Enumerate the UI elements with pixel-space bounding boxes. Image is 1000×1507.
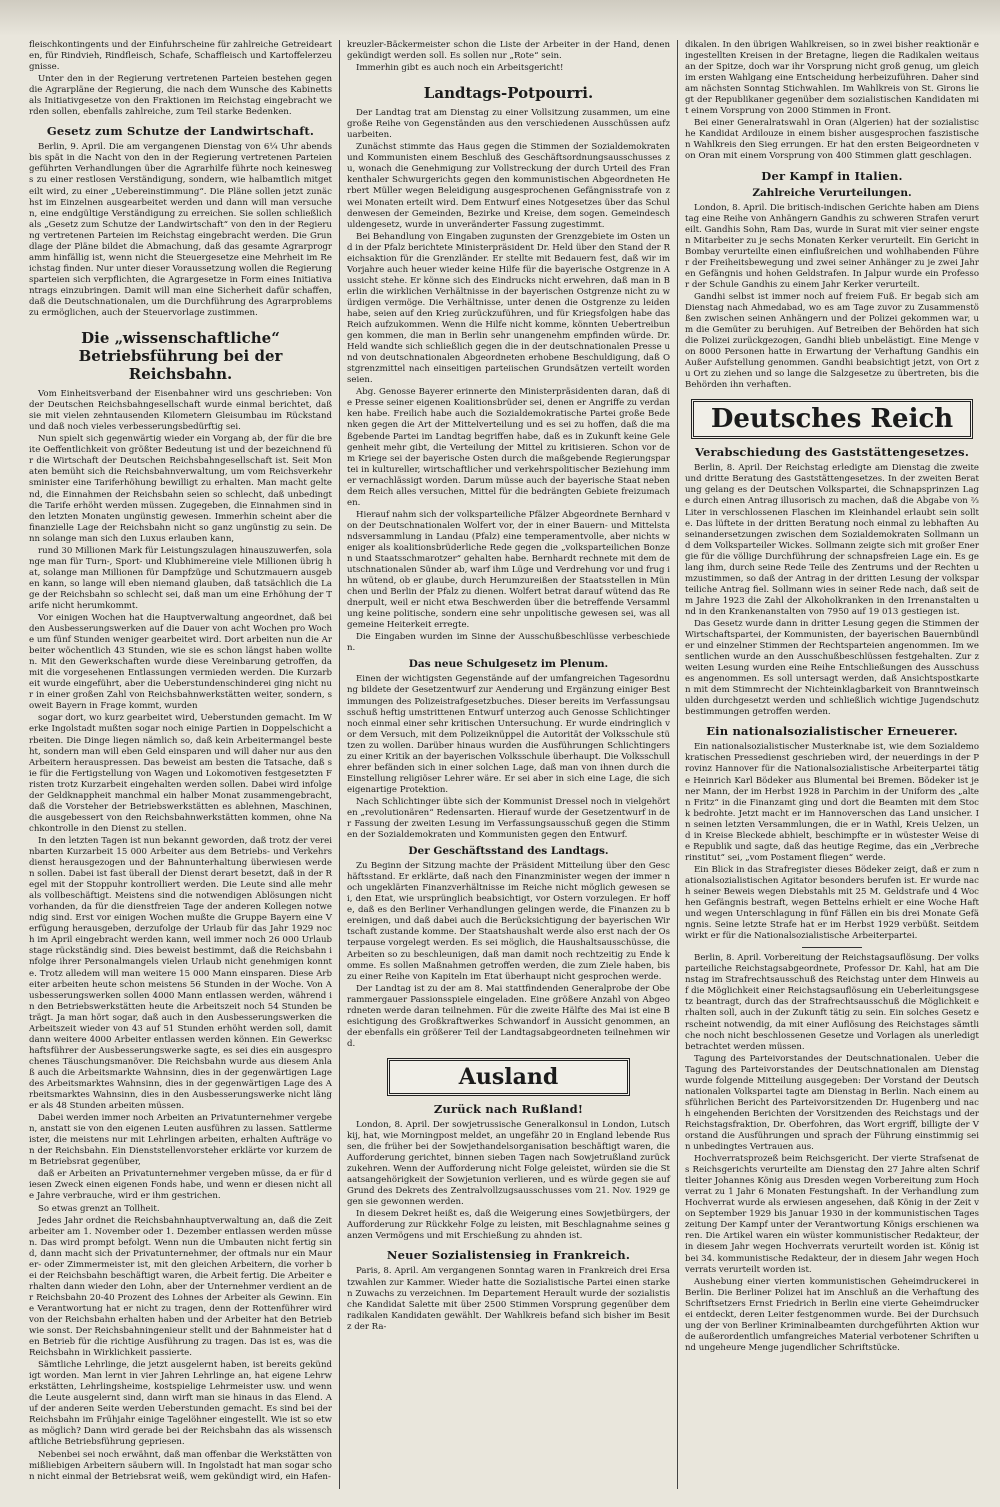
- headline-frankreich: Neuer Sozialistensieg in Frankreich.: [386, 1248, 631, 1263]
- article-paragraph: Der Landtag ist zu der am 8. Mai stattfindenden Generalprobe der Oberammergauer Passionsspiele eingeladen. Eine größere Anzahl von Abgeordneten werde daran teilnehmen. Für die zweite Hälfte des Mai ist eine Besichtigung des Großkraftwerkes Schwandorf in Aussicht genommen, an der ebenfalls ein größerer Teil der Landtagsabgeordneten teilnehmen wird.: [347, 983, 670, 1049]
- article-paragraph: Nun spielt sich gegenwärtig wieder ein Vorgang ab, der für die breite Oeffentlichkeit von größter Bedeutung ist und der bezeichnend für die Wirtschaft der Deutschen Reichsbahngesellschaft ist. Seit Monaten bemüht sich die Reichsbahnverwaltung, um vom Reichsverkehrsminister eine Tariferhöhung bewilligt zu erhalten. Man macht geltend, die Einnahmen der Reichsbahn seien so schlecht, daß unbedingt die Tarife erhöht werden müssen. Zugegeben, die Einnahmen sind in den letzten Monaten ungünstig gewesen. Immerhin scheint aber die finanzielle Lage der Reichsbahn nicht so ganz ungünstig zu sein. Denn solange man sich den Luxus erlauben kann,: [29, 434, 332, 544]
- headline-russland: Zurück nach Rußland!: [433, 1101, 584, 1116]
- article-paragraph: In diesem Dekret heißt es, daß die Weigerung eines Sowjetbürgers, der Aufforderung zur Rückkehr Folge zu leisten, mit Beschlagnahme seines ganzen Vermögens und mit Erschießung zu ahnden ist.: [347, 1209, 670, 1242]
- article-paragraph: Berlin, 9. April. Die am vergangenen Dienstag von 6¼ Uhr abends bis spät in die Nacht von den in der Regierung vertretenen Parteien geführten Verhandlungen über die Agrarhilfe führte noch keineswegs zu einer restlosen Verständigung, sondern, wie halbamtlich mitgeteilt wird, zu einer „Uebereinstimmung“. Die Pläne sollen jetzt zunächst im Einzelnen ausgearbeitet werden und dann will man versuchen, eine endgültige Verständigung zu erreichen. Sie sollen schließlich als „Gesetz zum Schutze der Landwirtschaft“ von den in der Regierung vertretenen Parteien im Reichstag eingebracht werden. Die Grundlage der Pläne bildet die Abmachung, daß das gesamte Agrarprogramm hinfällig ist, wenn nicht die Steuergesetze eine Mehrheit im Reichstag finden. Nur unter dieser Voraussetzung wollen die Regierungsparteien sich verpflichten, die Agrargesetze in Form eines Initiativantrags einzubringen. Damit will man eine Sicherheit dafür schaffen, daß die Deutschnationalen, um die Durchführung des Agrarproblems zu ermöglichen, auch der Steuervorlage zustimmen.: [29, 142, 332, 319]
- headline-landwirtschaft: Gesetz zum Schutze der Landwirtschaft.: [46, 124, 315, 139]
- headline-geschaeftsstand: Der Geschäftsstand des Landtags.: [408, 845, 609, 858]
- article-continuation: kreuzler-Bäckermeister schon die Liste der Arbeiter in der Hand, denen gekündigt werden soll. Es sollen nur „Rote“ sein.: [347, 40, 670, 62]
- article-paragraph: sogar dort, wo kurz gearbeitet wird, Ueberstunden gemacht. Im Werke Ingolstadt mußten sogar noch einige Partien in Doppelschicht arbeiten. Die Dinge liegen nämlich so, daß kein Arbeitermangel besteht, sondern man will eben Geld einsparen und will daher nur aus den Arbeitern herauspressen. Das beweist am besten die Tatsache, daß sie für die Fertigstellung von Wagen und Lokomotiven festgesetzten Fristen trotz Kurzarbeit eingehalten werden sollen. Dabei wird infolge der Geldknappheit manchmal ein halber Monat zusammengebracht, daß die Vorsteher der Betriebswerkstätten es ablehnen, Maschinen, die ausgebessert von den Reichsbahnwerkstätten kommen, ohne Nachkontrolle in den Dienst zu stellen.: [29, 713, 332, 834]
- column-left: [22, 40, 340, 1489]
- article-paragraph: Das Gesetz wurde dann in dritter Lesung gegen die Stimmen der Wirtschaftspartei, der Kommunisten, der bayerischen Bauernbündler und einzelner Stimmen der Rechtsparteien angenommen. Im wesentlichen wurde an den Ausschußbeschlüssen festgehalten. Zur zweiten Lesung wurden eine Reihe Entschließungen des Ausschusses angenommen. Es soll untersagt werden, daß Ansichtspostkarten mit dem Stimmrecht der Nichteinklagbarkeit von Branntweinschulden durchgesetzt werden und schließlich wichtige Jugendschutzbestimmungen getroffen werden.: [685, 618, 979, 718]
- article-paragraph: Zu Beginn der Sitzung machte der Präsident Mitteilung über den Geschäftsstand. Er erklärte, daß nach den Finanzminister wegen der immer noch ungeklärten Finanzverhältnisse im Reiche nicht möglich gewesen sei, den Etat, wie ursprünglich beabsichtigt, vor Ostern vorzulegen. Er hoffe, daß es den Berliner Verhandlungen gelingen werde, die Finanzen zu bereinigen, und daß dabei auch die Berücksichtigung der bayerischen Wirtschaft zustande komme. Der Staatshaushalt werde also erst nach der Osterpause vorgelegt werden. Es sei möglich, die Haushaltsausschüsse, die Arbeiten so zu beschleunigen, daß man damit noch rechtzeitig zu Ende komme. Es sollen Maßnahmen getroffen werden, die zum Ziele haben, bis zu einer Reihe von Kapiteln im Etat überhaupt nicht gesprochen werde.: [347, 861, 670, 982]
- article-paragraph: Die Eingaben wurden im Sinne der Ausschußbeschlüsse verbeschieden.: [347, 632, 670, 654]
- article-paragraph: Tagung des Parteivorstandes der Deutschnationalen. Ueber die Tagung des Parteivorstandes der Deutschnationalen am Dienstag wurde folgende Mitteilung ausgegeben: Der Vorstand der Deutschnationalen Volkspartei tagte am Dienstag in Berlin. Nach einem ausführlichen Bericht des Parteivorsitzenden Dr. Hugenberg und nach eingehenden Berichten der Vorsitzenden des Reichstags und der Reichstagsfraktion, Dr. Oberfohren, das Wort ergriff, billigte der Vorstand die Ausführungen und sprach der Führung einstimmig sein unbedingtes Vertrauen aus.: [685, 1053, 979, 1153]
- headline-schulgesetz: Das neue Schulgesetz im Plenum.: [408, 658, 609, 671]
- column-right: [678, 40, 986, 1489]
- headline-erneuerer: Ein nationalsozialistischer Erneuerer.: [706, 724, 958, 739]
- article-paragraph: Ein nationalsozialistischer Musterknabe ist, wie dem Sozialdemokratischen Pressedienst geschrieben wird, der neuerdings in der Provinz Hannover für die Nationalsozialistische Arbeiterpartei tätige Heinrich Karl Bödeker aus Blumental bei Bremen. Bödeker ist jener Mann, der im Herbst 1928 in Parchim in der Uniform des „alten Fritz“ in die Finanzamt ging und dort die Beamten mit dem Stock bedrohte. Jetzt macht er im Hannoverschen das Land unsicher. In seinen letzten Versammlungen, die er in Wathl, Kreis Uelzen, und in Kreise Bleckede abhielt, beschimpfte er in wüstester Weise die Republik und sagte, daß das heutige Regime, das ein „Verbrecherinstitut“ sei, „vom Postament fliegen“ werde.: [685, 742, 979, 863]
- section-box-ausland: Ausland: [387, 1058, 630, 1096]
- article-paragraph: Sämtliche Lehrlinge, die jetzt ausgelernt haben, ist bereits gekündigt worden. Man lernt in vier Jahren Lehrlinge an, hat eigene Lehrwerkstätten, Lehrlingsheime, kostspielige Lehrmeister usw. und wenn die Leute ausgelernt sind, dann wirft man sie hinaus in das Elend. Auf der anderen Seite werden Ueberstunden gemacht. Es sind bei der Reichsbahn im Frühjahr einige Tagelöhner eingestellt. Wie ist so etwas möglich? Dann wird gerade bei der Reichsbahn das als wissenschaftliche Betriebsführung gepriesen.: [29, 1360, 332, 1448]
- column-middle: [340, 40, 678, 1489]
- article-paragraph: Jedes Jahr ordnet die Reichsbahnhauptverwaltung an, daß die Zeitarbeiter am 1. November oder 1. Dezember entlassen werden müssen. Das wird prompt befolgt. Wenn nun die Umbauten nicht fertig sind, dann macht sich der Privatunternehmer, der oftmals nur ein Maurer- oder Zimmermeister ist, mit den gleichen Arbeitern, die vorher bei der Reichsbahn beschäftigt waren, die Arbeit fertig. Die Arbeiter erhalten dann wieder den Lohn, aber der Unternehmer verdient an der Reichsbahn 20-40 Prozent des Lohnes der Arbeiter als Gewinn. Eine Verantwortung hat er nicht zu tragen, denn der Rottenführer wird von der Reichsbahn erhalten haben und der Arbeiter hat den Betrieb wie sonst. Der Reichsbahningenieur stellt und der Bahnmeister hat den Betrieb für die richtige Ausführung zu tragen. Das ist es, was die Reichsbahn in Wirklichkeit passierte.: [29, 1215, 332, 1359]
- headline-reichsbahn: Die „wissenschaftliche“ Betriebsführung bei der Reichsbahn.: [78, 329, 283, 384]
- article-paragraph: Berlin, 8. April. Der Reichstag erledigte am Dienstag die zweite und dritte Beratung des Gaststättengesetzes. In der zweiten Beratung gelang es der Deutschen Volkspartei, die Schnapsprinzen Lage durch einen Antrag illusorisch zu machen, daß die Abgabe von ⅔ Liter in verschlossenen Flaschen im Kleinhandel erlaubt sein sollte. Das lüftete in der dritten Beratung noch einmal zu lebhaften Auseinandersetzungen zwischen dem Sozialdemokraten Sollmann und dem Volksparteiler Wickes. Sollmann zeigte sich mit großer Energie für die völlige Durchführung der schnapsfreien Lage ein. Es gelang ihm, durch seine Rede Teile des Zentrums und der Rechten umzustimmen, so daß der Antrag in der dritten Lesung der volksparteiliche Antrag fiel. Sollmann wies in seiner Rede nach, daß seit dem Jahre 1923 die Zahl der Alkoholkranken in den Irrenanstalten und in den Krankenanstalten von 7950 auf 19 013 gestiegen ist.: [685, 463, 979, 617]
- article-paragraph: London, 8. April. Die britisch-indischen Gerichte haben am Dienstag eine Reihe von Anhängern Gandhis zu schweren Strafen verurteilt. Gandhis Sohn, Ram Das, wurde in Surat mit vier seiner engsten Mitarbeiter zu je sechs Monaten Kerker verurteilt. Ein Gericht in Bombay verurteilte einen einflußreichen und wohlhabenden Führer der Freiheitsbewegung und zwei seiner Anhänger zu je zwei Jahren Gefängnis und hohen Geldstrafen. In Jalpur wurde ein Professor der Schule Gandhis zu einem Jahr Kerker verurteilt.: [685, 202, 979, 290]
- article-paragraph: Der Landtag trat am Dienstag zu einer Vollsitzung zusammen, um eine große Reihe von Gegenständen aus den verschiedenen Ausschüssen aufzuarbeiten.: [347, 108, 670, 141]
- article-paragraph: London, 8. April. Der sowjetrussische Generalkonsul in London, Lutschkij, hat, wie Morningpost meldet, an ungefähr 20 in England lebende Russen, die früher bei der Sowjethandelsorganisation beschäftigt waren, die Aufforderung gerichtet, binnen sieben Tagen nach Sowjetrußland zurückzukehren. Wenn der Aufforderung nicht Folge geleistet, würden sie die Staatsangehörigkeit der Sowjetunion verlieren, und es würde gegen sie auf Grund des Dekrets des Zentralvollzugsausschusses vom 21. Nov. 1929 gegen sie gewonnen werden.: [347, 1119, 670, 1208]
- article-paragraph: Nebenbei sei noch erwähnt, daß man offenbar die Werkstätten von mißliebigen Arbeitern säubern will. In Ingolstadt hat man sogar schon nicht einmal der Betriebsrat weiß, wem gekündigt wird, ein Hafen-: [29, 1449, 332, 1482]
- article-paragraph: Berlin, 8. April. Vorbereitung der Reichstagsauflösung. Der volksparteiliche Reichstagsabgeordnete, Professor Dr. Kahl, hat am Dienstag im Strafrechtsausschuß des Reichstag unter dem Hinweis auf die Möglichkeit einer Reichstagsauflösung ein Ueberleitungsgesetz beantragt, durch das der Strafrechtsausschuß die Möglichkeit erhalten soll, auch in der Zukunft tätig zu sein. Ein solches Gesetz erscheint notwendig, da mit einer Auflösung des Reichstages sämtliche noch nicht beschlossenen Gesetze und Vorlagen als unerledigt betrachtet werden müssen.: [685, 953, 979, 1052]
- article-paragraph: daß er Arbeiten an Privatunternehmer vergeben müsse, da er für diesen Zweck einen eigenen Fonds habe, und wenn er diesen nicht alle Jahre verbrauche, wird er ihm gestrichen.: [29, 1169, 332, 1202]
- article-paragraph: Aushebung einer vierten kommunistischen Geheimdruckerei in Berlin. Die Berliner Polizei hat im Anschluß an die Verhaftung des Schriftsetzers Ernst Friedrich in Berlin eine vierte Geheimdruckerei entdeckt, deren Leiter festgenommen wurde. Bei der Durchsuchung der von Berliner Kriminalbeamten durchgeführten Aktion wurde außerordentlich umfangreiches Material verbotener Schriften und ungeheure Menge jugendlicher Schriftstücke.: [685, 1276, 979, 1353]
- article-paragraph: Einen der wichtigsten Gegenstände auf der umfangreichen Tagesordnung bildete der Gesetzentwurf zur Aenderung und Ergänzung einiger Bestimmungen des Polizeistrafgesetzbuches. Dieser bereits im Verfassungsausschuß heftig umstrittenen Entwurf unterzog auch Genosse Schlichtinger noch einmal einer sehr kritischen Untersuchung. Er wurde eindringlich vor dem Versuch, mit dem Polizeiknüppel die Autorität der Volksschule stützen zu wollen. Darüber hinaus wurden die Ausführungen Schlichtingers zu einer Kritik an der bayerischen Volksschule überhaupt. Die Volksschullehrer befänden sich in einer solchen Lage, daß man von ihnen durch die Einstellung religiöser Lehrer wäre. Er sei aber in sich eine Lage, die sich eigenartige Protektion.: [347, 674, 670, 795]
- article-paragraph: rund 30 Millionen Mark für Leistungszulagen hinauszuwerfen, solange man für Turn-, Sport- und Klubhimereine viele Millionen übrig hat, solange man Millionen für Dampfzüge und Schutzmauern ausgeben kann, so lange will eben niemand glauben, daß tatsächlich die Lage der Reichsbahn so schlecht sei, daß man um eine Erhöhung der Tarife nicht herumkommt.: [29, 545, 332, 611]
- headline-landtag: Landtags-Potpourri.: [423, 84, 594, 103]
- article-paragraph: Bei einer Generalratswahl in Oran (Algerien) hat der sozialistische Kandidat Ardilouze in einem bisher ausgesprochen faszistischen Wahlkreis den Sieg errungen. Er hat den ersten Beigeordneten von Oran mit einem Vorsprung von 400 Stimmen glatt geschlagen.: [685, 118, 979, 162]
- article-paragraph: Immerhin gibt es auch noch ein Arbeitsgericht!: [356, 63, 564, 74]
- headline-italien: Der Kampf in Italien.: [761, 168, 903, 183]
- article-paragraph: Ein Blick in das Strafregister dieses Bödeker zeigt, daß er zum nationalsozialistischen Agitator besonders berufen ist. Er wurde nach seiner Beweis wegen Diebstahls mit 25 M. Geldstrafe und 4 Wochen Gefängnis bestraft, wegen Bettelns erhielt er eine Woche Haft und wegen Unterschlagung in fünf Fällen ein bis drei Monate Gefängnis. Seine letzte Strafe hat er im Herbst 1929 verbüßt. Seitdem wirkt er für die Nationalsozialistische Arbeiterpartei.: [685, 864, 979, 942]
- article-paragraph: Hierauf nahm sich der volksparteiliche Pfälzer Abgeordnete Bernhard von der Deutschnationalen Wolfert vor, der in einer Bauern- und Mittelstandsversammlung in Landau (Pfalz) eine temperamentvolle, aber nichts weniger als koalitionsbrüderliche Rede gegen die „volksparteilichen Bonzen und Staatsschmarotzer“ gehalten habe. Bernhardt rechnete mit dem deutschnationalen Sünder ab, warf ihm Lüge und Verdrehung vor und frug ihn wütend, ob er glaube, durch Herumzureißen der Staatsstellen in München und Berlin der Pfalz zu dienen. Wolfert betrat darauf wütend das Rednerpult, weil er nicht etwa Beschwerden über die betreffende Versammlung keine politische, sondern eine sehr unpolitische gewesen sei, was allgemeine Heiterkeit erregte.: [347, 509, 670, 631]
- article-paragraph: Hochverratsprozeß beim Reichsgericht. Der vierte Strafsenat des Reichsgerichts verurteilte am Dienstag den 27 Jahre alten Schriftleiter Johannes König aus Dresden wegen Vorbereitung zum Hochverrat zu 1 Jahr 6 Monaten Festungshaft. In der Verhandlung zum Hochverrat wurde als erwiesen angesehen, daß König in der Zeit von September 1929 bis Januar 1930 in der kommunistischen Tageszeitung Der Kampf unter der Verantwortung Königs erschienen waren. Die Artikel waren ein wüster kommunistischer Redakteur, der in diesem Jahr wegen Hochverrats verurteilt worden ist. König ist bei 34. kommunistische Redakteur, der in diesem Jahr wegen Hochverrats verurteilt worden ist.: [685, 1154, 979, 1275]
- article-paragraph: Bei Behandlung von Eingaben zugunsten der Grenzgebiete im Osten und in der Pfalz berichtete Ministerpräsident Dr. Held über den Stand der Reichsaktion für die Grenzländer. Er stellte mit Bedauern fest, daß wir im Vorjahre auch heuer wieder keine Hilfe für die bayerische Ostgrenze in Aussicht stehe. Er könne sich des Eindrucks nicht erwehren, daß man in Berlin die wirklichen Verhältnisse in der bayerischen Ostgrenze nicht zu würdigen vermöge. Die Verhältnisse, unter denen die Ostgrenze zu leiden habe, seien auf den Krieg zurückzuführen, und für Kriegsfolgen habe das Reich aufzukommen. Wenn die Hilfe nicht komme, könnten Uebertreibungen kommen, die man in Berlin sehr unangenehm empfinden würde. Dr. Held wandte sich schließlich gegen die in der deutschnationalen Presse und von deutschnationalen Abgeordneten erhobene Beschuldigung, daß Ostgrenzmittel nach einseitigen parteiischen Grundsätzen verteilt worden seien.: [347, 231, 670, 386]
- subheadline-verurteilungen: Zahlreiche Verurteilungen.: [752, 186, 912, 199]
- section-box-deutsches-reich: Deutsches Reich: [691, 399, 973, 439]
- article-paragraph: Paris, 8. April. Am vergangenen Sonntag waren in Frankreich drei Ersatzwahlen zur Kammer. Wieder hatte die Sozialistische Partei einen starken Zuwachs zu verzeichnen. Im Departement Herault wurde der sozialistische Kandidat Salette mit über 2500 Stimmen Vorsprung gegenüber dem radikalen Kandidaten gewählt. Der Wahlkreis befand sich bisher im Besitz der Ra-: [347, 1266, 670, 1332]
- article-paragraph: Vor einigen Wochen hat die Hauptverwaltung angeordnet, daß bei den Ausbesserungswerken auf die Dauer von acht Wochen pro Woche um fünf Stunden weniger gearbeitet wird. Dort arbeiten nun die Arbeiter wöchentlich 43 Stunden, wie sie es schon längst haben wollten. Mit den Gewerkschaften wurde diese Vereinbarung getroffen, damit die vorgesehenen Entlassungen vermieden werden. Die Kurzarbeit wurde eingeführt, aber die Ueberstundenschinderei ging nicht nur in einer großen Zahl von Reichsbahnwerkstätten weiter, sondern, soweit Bayern in Frage kommt, wurden: [29, 613, 332, 712]
- article-continuation: fleischkontingents und der Einfuhrscheine für zahlreiche Getreidearten, für Rindvieh, Rindfleisch, Schafe, Schaffleisch und Kartoffelerzeugnisse.: [29, 40, 332, 73]
- article-paragraph: In den letzten Tagen ist nun bekannt geworden, daß trotz der vereinbarten Kurzarbeit 15 000 Arbeiter aus dem Betriebs- und Verkehrsdienst herausgezogen und der Bahnunterhaltung überwiesen werden sollen. Dabei ist fast überall der Dienst derart besetzt, daß in der Regel mit der Stoppuhr kontrolliert werden. Die Leute sind alle mehr als vollbeschäftigt. Meistens sind die notwendigen Ablösungen nicht vorhanden, da für die dienstfreien Tage der anderen Kollegen notwendig sind. Erst vor einigen Wochen mußte die Gruppe Bayern eine Verfügung herausgeben, derzufolge der Urlaub für das Jahr 1929 noch im April eingebracht werden kann, weil immer noch 26 000 Urlaubstage rückständig sind. Dies beweist bestimmt, daß die Reichsbahn infolge ihrer Personalmangels vielen Urlaub nicht genehmigen konnte. Trotz alledem will man weitere 15 000 Mann einsparen. Diese Arbeiter arbeiten heute schon meistens 56 Stunden in der Woche. Von Ausbesserungswerken sollen 4000 Mann entlassen werden, während in den Betriebswerkstätten heute die Arbeitszeit noch 54 Stunden beträgt. Ja man hört sogar, daß auch in den Ausbesserungswerken die Arbeitszeit wieder von 43 auf 51 Stunden erhöht werden soll, damit dann weitere 4000 Arbeiter entlassen werden können. Ein Gewerkschaftsführer der Ausbesserungswerke sagte, es sei dies ein ausgesprochenes Täuschungsmanöver. Die Reichsbahn wurde aus diesem Anlaß auch die Arbeitsmarkte Wahnsinn, dies in der gegenwärtigen Lage des Arbeitsmarktes Wahnsinn, dies in der gegenwärtigen Lage des Arbeitsmarktes Wahnsinn, dies in den Ausbesserungswerke nicht länger als 48 Stunden arbeiten müssen.: [29, 835, 332, 1112]
- column-layout: [22, 40, 986, 1489]
- article-paragraph: Nach Schlichtinger übte sich der Kommunist Dressel noch in vielgehörten „revolutionären“ Redensarten. Hierauf wurde der Gesetzentwurf in der Fassung der zweiten Lesung im Verfassungsausschuß gegen die Stimmen der Sozialdemokraten und Kommunisten gegen den Entwurf.: [347, 796, 670, 841]
- article-paragraph: So etwas grenzt an Tollheit.: [38, 1203, 160, 1214]
- headline-gaststaetten: Verabschiedung des Gaststättengesetzes.: [694, 445, 970, 460]
- article-paragraph: Gandhi selbst ist immer noch auf freiem Fuß. Er begab sich am Dienstag nach Ahmedabad, wo es am Tage zuvor zu Zusammenstößen zwischen seinen Anhängern und der Polizei gekommen war, um die Gemüter zu beruhigen. Auf Betreiben der Behörden hat sich die Polizei zurückgezogen, Gandhi blieb unbelästigt. Eine Menge von 8000 Personen hatte in Erwartung der Verhaftung Gandhis ein Außer Aufstellung genommen. Gandhi beabsichtigt jetzt, von Ort zu Ort zu ziehen und so lange die Salzgesetze zu übertreten, bis die Behörden ihn verhaften.: [685, 291, 979, 391]
- article-paragraph: Zunächst stimmte das Haus gegen die Stimmen der Sozialdemokraten und Kommunisten einem Beschluß des Geschäftsordnungsausschusses zu, wonach die Genehmigung zur Vollstreckung der durch Urteil des Frankenthaler Schwurgerichts gegen den kommunistischen Abgeordneten Herbert Müller wegen Beleidigung ausgesprochenen Gefängnisstrafe von zwei Monaten erteilt wird. Dem Entwurf eines Notgesetzes über das Schuldenwesen der Gemeinden, Bezirke und Kreise, dem sogen. Gemeindeschuldengesetz, wurde in unveränderter Fassung zugestimmt.: [347, 142, 670, 230]
- article-paragraph: Vom Einheitsverband der Eisenbahner wird uns geschrieben: Von der Deutschen Reichsbahngesellschaft wurde einmal berichtet, daß sie mit vielen zehntausenden Kilometern Gleisumbau im Rückstand und daß noch vieles verbesserungsbedürftig sei.: [29, 389, 332, 433]
- divider: [802, 947, 862, 948]
- article-paragraph: Unter den in der Regierung vertretenen Parteien bestehen gegen die Agrarpläne der Regierung, die nach dem Wunsche des Kabinetts als Initiativgesetze von den Fraktionen im Reichstag eingebracht werden sollen, ebenfalls zahlreiche, zum Teil starke Bedenken.: [29, 74, 332, 118]
- article-paragraph: Dabei werden immer noch Arbeiten an Privatunternehmer vergeben, anstatt sie von den eigenen Leuten ausführen zu lassen. Sattlermeister, die meistens nur mit Lehrlingen arbeiten, erhalten Aufträge von der Reichsbahn. Ein Dienststellenvorsteher erklärte vor kurzem dem Betriebsrat gegenüber,: [29, 1113, 332, 1168]
- article-paragraph: Abg. Genosse Bayerer erinnerte den Ministerpräsidenten daran, daß die Presse seiner eigenen Koalitionsbrüder sei, denen er Angriffe zu verdanken habe. Freilich habe auch die Sozialdemokratische Partei große Bedenken gegen die Art der Mittelverteilung und es sei zu hoffen, daß die maßgebende Partei im Landtag begriffen habe, daß es in Zukunft keine Gelegenheit mehr gibt, die Verteilung der Mittel zu kritisieren. Schon vor dem Kriege sei der bayerische Osten durch die maßgebende Regierungspartei in kultureller, wirtschaftlicher und verkehrspolitischer Beziehung immer vernachlässigt worden. Darum müsse auch der bayerische Staat neben dem Reich alles versuchen, Mittel für die bedrängten Gebiete freizumachen.: [347, 387, 670, 508]
- article-continuation: dikalen. In den übrigen Wahlkreisen, so in zwei bisher reaktionär eingestellten Kreisen in der Bretagne, liegen die Radikalen weitaus an der Spitze, doch war ihr Vorsprung nicht groß genug, um gleich im ersten Wahlgang eine Entscheidung herbeizuführen. Daher sind am nächsten Sonntag Stichwahlen. Im Wahlkreis von St. Girons liegt der Republikaner gegenüber dem sozialistischen Kandidaten mit einem Vorsprung von 2000 Stimmen in Front.: [685, 40, 980, 117]
- cropped-masthead-edge: [0, 0, 1000, 36]
